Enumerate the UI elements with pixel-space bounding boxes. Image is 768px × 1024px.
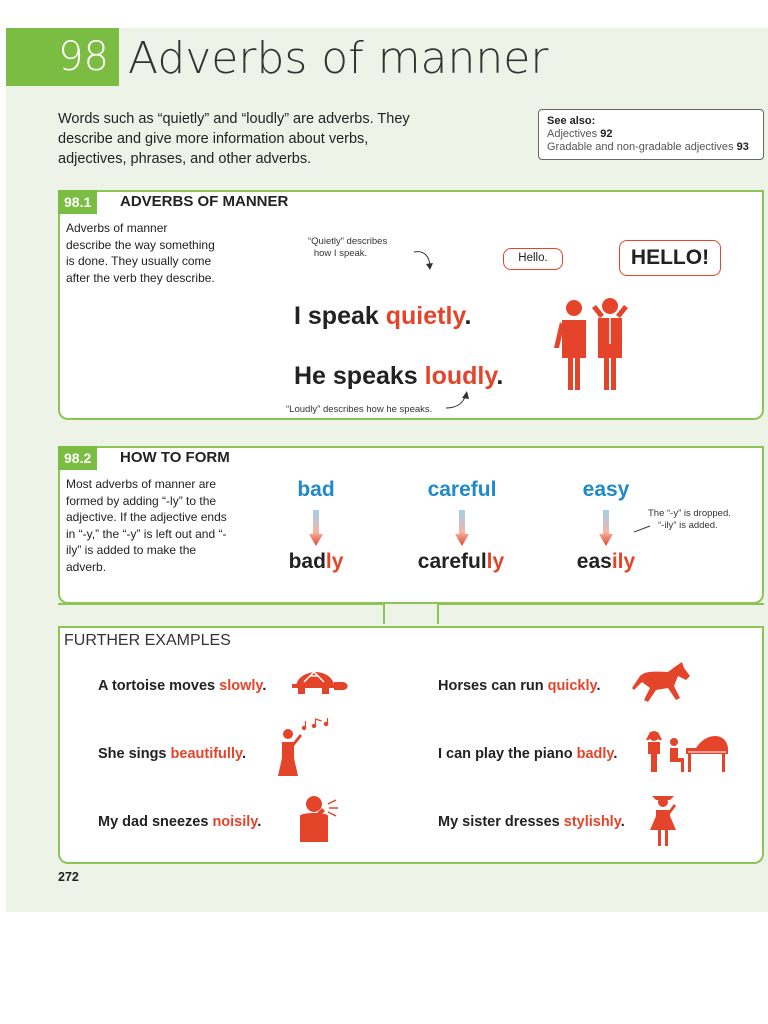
ily-note-pointer	[630, 524, 652, 536]
section-how-to-form	[58, 446, 764, 604]
section-number: 98.2	[58, 446, 97, 470]
chapter-title: Adverbs of manner	[128, 33, 549, 84]
adjective-word: careful	[427, 478, 497, 501]
example-sentence: My dad sneezes noisily.	[98, 814, 262, 830]
sneeze-icon	[294, 794, 344, 844]
section-number: 98.1	[58, 190, 97, 214]
down-arrow-icon	[599, 510, 613, 546]
down-arrow-icon	[455, 510, 469, 546]
see-also-item[interactable]: Adjectives 92	[547, 128, 613, 140]
section-connector	[58, 602, 764, 628]
loudly-note: “Loudly” describes how he speaks.	[286, 404, 433, 415]
example-sentence: A tortoise moves slowly.	[98, 678, 267, 694]
piano-icon	[646, 730, 730, 774]
book-page	[6, 28, 768, 912]
example-sentence: Horses can run quickly.	[438, 678, 601, 694]
tortoise-icon	[288, 664, 350, 698]
adjective-word: easy	[582, 478, 630, 501]
further-examples-panel	[58, 626, 764, 864]
horse-icon	[628, 662, 692, 708]
speech-bubble-quiet: Hello.	[503, 248, 563, 270]
dress-icon	[648, 790, 678, 848]
adverb-word: carefully	[417, 550, 505, 573]
speech-bubble-loud: HELLO!	[619, 240, 721, 276]
example-sentence-quietly: I speak quietly.	[294, 302, 472, 330]
page-number: 272	[58, 870, 79, 884]
speakers-illustration-icon	[548, 296, 638, 392]
section-title: ADVERBS OF MANNER	[120, 193, 289, 210]
ily-note: The “-y” is dropped. “-ily” is added.	[648, 508, 731, 531]
further-examples-title: FURTHER EXAMPLES	[64, 632, 231, 649]
loudly-note-arrow	[444, 390, 470, 412]
section-description: Adverbs of manner describe the way something is done. They usually come after the verb they describe.	[66, 221, 215, 285]
quietly-note-arrow	[412, 248, 436, 272]
section-adverbs-of-manner	[58, 190, 764, 420]
down-arrow-icon	[309, 510, 323, 546]
example-sentence: She sings beautifully.	[98, 746, 246, 762]
see-also-heading: See also:	[547, 115, 596, 127]
quietly-note: “Quietly” describes how I speak.	[308, 236, 388, 259]
example-sentence: I can play the piano badly.	[438, 746, 618, 762]
section-description: Most adverbs of manner are formed by adding “-ly” to the adjective. If the adjective ends in “-y,” the “-y” is left out and “-ily” is added to make the adverb.	[66, 477, 227, 574]
singer-icon	[274, 718, 334, 780]
example-sentence-loudly: He speaks loudly.	[294, 362, 504, 390]
see-also-box	[538, 109, 764, 160]
example-sentence: My sister dresses stylishly.	[438, 814, 625, 830]
see-also-item[interactable]: Gradable and non-gradable adjectives 93	[547, 141, 749, 153]
adverb-word: badly	[288, 550, 344, 573]
adverb-word: easily	[576, 550, 636, 573]
chapter-number: 98	[6, 28, 119, 86]
section-title: HOW TO FORM	[120, 449, 230, 466]
adjective-word: bad	[297, 478, 335, 501]
intro-text: Words such as “quietly” and “loudly” are adverbs. They describe and give more information about verbs, adjectives, phrases, and other adverbs.	[58, 111, 410, 167]
